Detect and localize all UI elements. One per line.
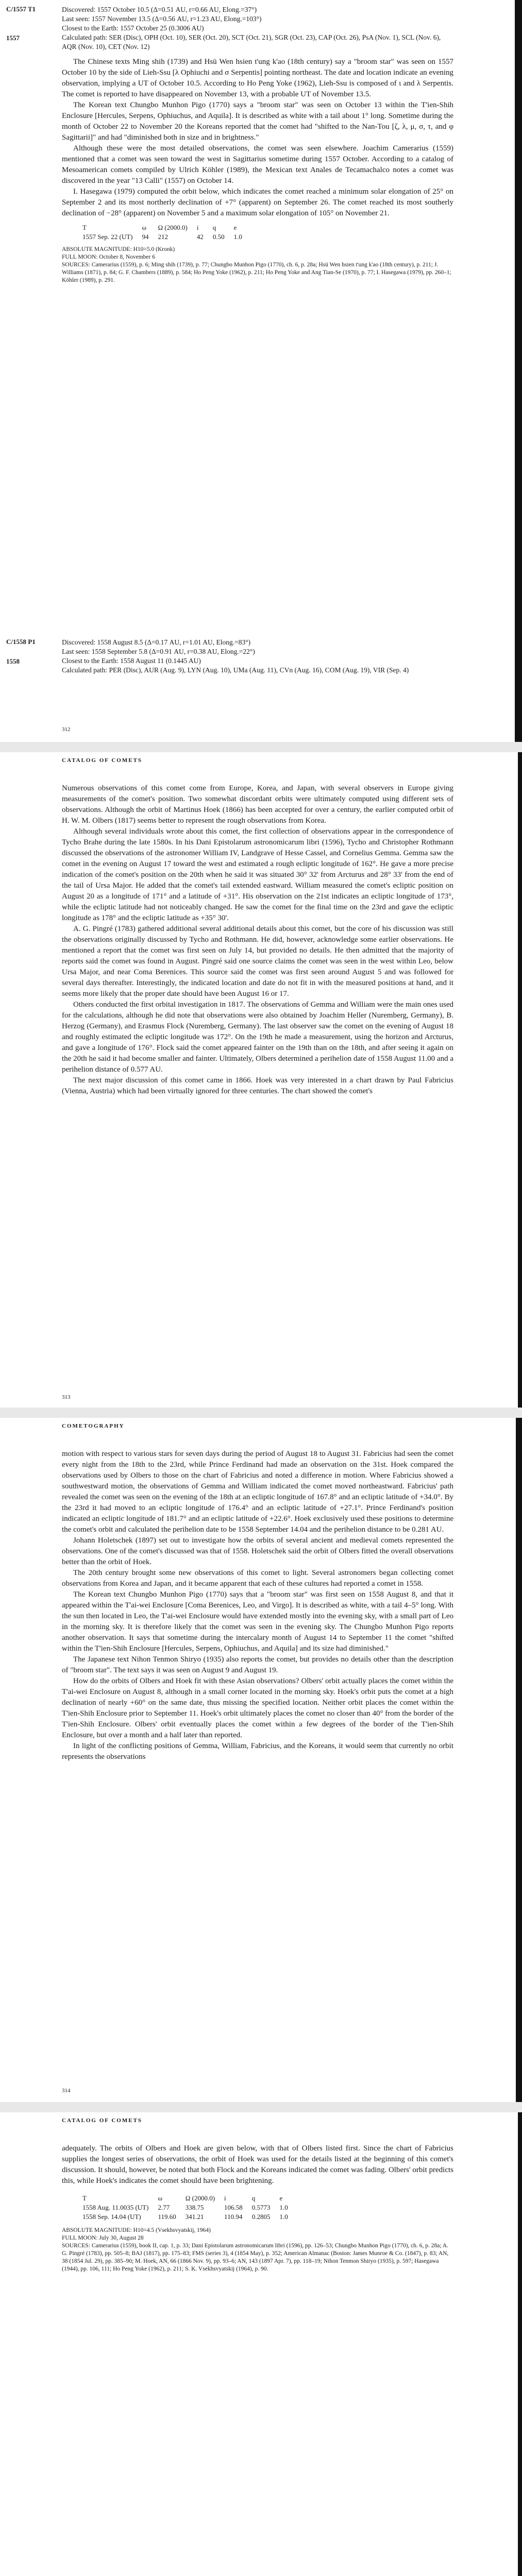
orbit-cell: 94 [142,233,149,241]
orbit-row [82,232,251,242]
orbit-header: e [279,2194,283,2202]
scan-edge [518,752,522,1408]
orbit-cell: 2.77 [158,2204,170,2211]
orbit-cell: 1557 Sep. 22 (UT) [82,233,133,241]
orbit-header: i [224,2194,226,2202]
paragraph: In light of the conflicting positions of Gemma, William, Fabricius, and the Koreans, it would seem that currently no orbit represents the observations [62,1742,453,1761]
entry-line: Last seen: 1558 September 5.8 (Δ=0.91 AU, r=0.38 AU, Elong.=22°) [62,648,255,655]
orbit-header: ω [142,224,147,231]
page-gap [0,2102,522,2112]
orbit-header: T [82,224,87,231]
orbit-cell: 1.0 [279,2213,288,2221]
page-4 [0,2112,522,2576]
comet-1558-text [62,783,453,1097]
entry-line: Last seen: 1557 November 13.5 (Δ=0.56 AU, r=1.23 AU, Elong.=103°) [62,15,262,23]
note-line: SOURCES: Camerarius (1559), p. 6; Ming shih (1739), p. 77; Chungbo Munhon Pigo (1770), ch. 6, p. 28a; Hsü Wen hsien t'ung k'ao (18th century), p. 211; J. Williams (1871), p. 84; G. F. Chambers (1889), p. 584; Ho Peng Yoke (1962), p. 211; Ho Peng Yoke and Ang Tian-Se (1970), p. 77; I. Hasegawa (1979), pp. 260–1; Köhler (1989), p. 291. [62,262,451,283]
orbit-header: ω [158,2194,162,2202]
page-number: 312 [62,726,71,733]
orbit-cell: 0.2805 [251,2213,271,2221]
orbit-cell: 119.60 [158,2213,176,2221]
page-3 [0,1418,522,2102]
comet-1558-entry [62,638,453,675]
comet-1557-entry [62,5,453,284]
page-1 [0,0,522,742]
note-line: FULL MOON: October 8, November 6 [62,254,155,260]
orbit-cell: 341.21 [185,2213,204,2221]
designation-label: C/1558 P1 [6,638,36,646]
comet-designation [6,638,58,666]
orbit-table [82,2194,297,2222]
orbit-cell: 1558 Sep. 14.04 (UT) [82,2213,141,2221]
comet-1557-notes [62,246,453,284]
running-head: CATALOG OF COMETS [62,757,143,764]
note-line: FULL MOON: July 30, August 28 [62,2235,144,2241]
paragraph: Although several individuals wrote about this comet, the first collection of observations appear in the correspondence of Tycho Brahe during the late 1580s. In his Dani Epistolarum astronomicarum libri (1596), Tycho and Christopher Rothmann discussed the observations of the astronomer William IV, Landgrave of Hesse Cassel, and Cornelius Gemma. Gemma saw the comet in the evening on August 17 toward the west and estimated a rough ecliptic longitude of 162°. He gave a more precise indication of the comet's position on the 20th when he said it was situated 30° 32' from Arcturus and 28° 33' from the end of the tail of Ursa Major. He added that the comet's tail extended eastward. William measured the comet's ecliptic position on August 20 as a longitude of 171° and a latitude of +31°. His observation on the 21st indicates an ecliptic longitude of 173°, while the ecliptic latitude had not noticeably changed. He saw the comet for the final time on the 23rd and gave the ecliptic longitude as 178° and the ecliptic latitude as +35° 30'. [62,827,453,922]
scan-edge [518,2112,522,2576]
designation-label: C/1557 T1 [6,5,36,13]
paragraph: Others conducted the first orbital investigation in 1817. The observations of Gemma and William were the main ones used for the calculations, although he did note that observations were also obtained by Joachim Heller (Nuremberg, Germany), B. Herzog (Germany), and Erasmus Flock (Nuremberg, Germany). The last observer saw the comet on the evening of August 18 and roughly estimated the ecliptic longitude was 172°. On the 19th he made a measurement, using the horizon and Arcturus, and gave a longitude of 176°. Flock said the comet appeared fainter on the 19th than on the 18th, and after seeing it again on the 20th he said it had become smaller and fainter. Ultimately, Olbers determined a perihelion date of 1558 August 11.00 and a perihelion distance of 0.577 AU. [62,1001,453,1074]
note-line: ABSOLUTE MAGNITUDE: H10=4.5 (Vsekhsvyatskij, 1964) [62,2227,211,2233]
paragraph: Although these were the most detailed observations, the comet was seen elsewhere. Joachim Camerarius (1559) mentioned that a comet was seen toward the west in Sagittarius sometime during 1557 October. According to a catalog of Mesoamerican comets compiled by Ulrich Köhler (1989), the Mexican text Anales de Tecamachalco notes a comet was discovered in the year "13 Calli" (1557) on October 14. [62,144,453,185]
orbit-cell: 106.58 [224,2204,243,2211]
orbit-header: Ω (2000.0) [185,2194,215,2202]
designation-year: 1558 [6,657,20,665]
entry-line: Closest to the Earth: 1557 October 25 (0.3006 AU) [62,24,204,32]
paragraph: motion with respect to various stars for seven days during the period of August 18 to August 31. Fabricius had seen the comet every night from the 18th to the 23rd, while Prince Ferdinand had made an observation on the 31st. Hoek compared the observations used by Olbers to those on the chart of Fabricius and noted a difference in motion. Where Fabricius showed a southwestward motion, the observations of Gemma and William indicated the comet moved northeastward. Fabricius' path revealed the comet was seen on the evening of the 18th at an ecliptic longitude of 167.8° and an ecliptic latitude of +34.0°. By the 23rd it had moved to an ecliptic longitude of 176.4° and an ecliptic latitude of +27.1°. Prince Ferdinand's position indicated an ecliptic longitude of 181.7° and an ecliptic latitude of +22.6°. Hoek exclusively used these positions to determine the comet's orbit and calculated the perihelion date to be 1558 September 14.04 and the perihelion distance to be 0.281 AU. [62,1450,453,1534]
orbit-cell: 1.0 [233,233,242,241]
orbit-cell: 338.75 [185,2204,204,2211]
paragraph: The Korean text Chungbo Munhon Pigo (1770) says a "broom star" was seen on October 13 within the T'ien-Shih Enclosure [Hercules, Serpens, Ophiuchus, and Aquila]. It is described as white with a tail about 1° long. Sometime during the month of October 22 to November 20 the Koreans reported that the comet had "shifted to the Nan-Tou [ζ, λ, μ, σ, τ, and φ Sagittarii]" and had "diminished both in size and in brightness." [62,101,453,142]
entry-line: Calculated path: PER (Disc), AUR (Aug. 9), LYN (Aug. 10), UMa (Aug. 11), CVn (Aug. 16), COM (Aug. 19), VIR (Sep. 4) [62,666,409,674]
paragraph: The Japanese text Nihon Tenmon Shiryo (1935) also reports the comet, but provides no details other than the description of "broom star". The text says it was seen on August 9 and August 19. [62,1655,453,1674]
paragraph: The Chinese texts Ming shih (1739) and Hsü Wen hsien t'ung k'ao (18th century) say a "broom star" was seen on 1557 October 10 by the side of Lieh-Ssu [λ Ophiuchi and σ Serpentis] pointing northeast. The date and location indicate an evening observation, implying a UT of October 10.5. According to Ho Peng Yoke (1962), Lieh-Ssu is composed of ι and λ Serpentis. The comet is reported to have disappeared on November 13, with a probable UT of November 13.5. [62,58,453,98]
orbit-cell: 110.94 [224,2213,243,2221]
page-2 [0,752,522,1408]
designation-year: 1557 [6,34,20,42]
paragraph: The Korean text Chungbo Munhon Pigo (1770) says that a "broom star" was first seen on 1558 August 8, and that it appeared within the T'ai-wei Enclosure [Coma Berenices, Leo, and Virgo]. It is described as white, with a tail 4–5° long. With the sun then located in Leo, the T'ai-wei Enclosure would have extended mostly into the evening sky, with a small part of Leo in the morning sky. It is therefore likely that the comet was seen in the evening sky. The Chungbo Munhon Pigo reports another observation. It says that sometime during the intercalary month of August 14 to September 11 the comet "shifted within the T'ien-Shih Enclosure [Hercules, Serpens, Ophiuchus, and Aquila] and its size had diminished." [62,1590,453,1653]
running-head: CATALOG OF COMETS [62,2117,143,2124]
comet-1558-conclusion [62,2143,453,2273]
page-number: 313 [62,1394,71,1400]
orbit-header: T [82,2194,87,2202]
paragraph: The 20th century brought some new observations of this comet to light. Several astronomers began collecting comet observations from Korea and Japan, and it became apparent that each of these cultures had reported a comet in 1558. [62,1569,453,1588]
orbit-header: q [212,224,216,231]
scan-edge [515,0,522,742]
comet-1558-header [62,638,453,675]
comet-1558-notes [62,2227,453,2273]
paragraph: The next major discussion of this comet came in 1866. Hoek was very interested in a chart drawn by Paul Fabricius (Vienna, Austria) which had been virtually ignored for three centuries. The chart showed the comet's [62,1076,453,1095]
scan-edge [516,1418,522,2102]
page-gap [0,742,522,752]
entry-line: Discovered: 1557 October 10.5 (Δ=0.51 AU, r=0.66 AU, Elong.=37°) [62,6,257,13]
comet-1557-header [62,5,453,52]
comet-designation [6,5,58,42]
orbit-row [82,2203,297,2212]
orbit-cell: 42 [196,233,204,241]
orbit-header: q [251,2194,256,2202]
orbit-cell: 0.50 [212,233,225,241]
entry-line: Closest to the Earth: 1558 August 11 (0.1445 AU) [62,657,201,665]
page-number: 314 [62,2088,71,2094]
orbit-header: i [196,224,199,231]
note-line: SOURCES: Camerarius (1559), book II, cap. 1, p. 33; Dani Epistolarum astronomicarum libri (1596), pp. 126–53; Chungbo Munhon Pigo (1770), ch. 6, p. 28a; A. G. Pingré (1783), pp. 505–8; BAJ (1817), pp. 175–83; FMS (series 3), 4 (1854 May), p. 352; American Almanac (Boston: James Munroe & Co. (1847), p. 83; AN, 38 (1854 Jul. 29), pp. 385–90; M. Hoek, AN, 66 (1866 Nov. 9), pp. 93–6; AN, 143 (1897 Apr. 7), pp. 118–19; Nihon Tenmon Shiryo (1935), p. 597; Hasegawa (1944), pp. 106, 111; Ho Peng Yoke (1962), p. 211; S. K. Vsekhsvyatskij (1964), p. 90. [62,2243,449,2272]
paragraph: How do the orbits of Olbers and Hoek fit with these Asian observations? Olbers' orbit actually places the comet within the T'ai-wei Enclosure on August 8, although in a small corner located in the morning sky. Hoek's orbit puts the comet at a high declination of nearly +60° on the same date, thus missing the specified location. Neither orbit places the comet within the T'ien-Shih Enclosure prior to September 11. Hoek's orbit ultimately places the comet no closer than 40° from the border of the T'ien-Shih Enclosure. Olbers' orbit eventually places the comet within a few degrees of the border of the T'ien-Shih Enclosure, but over a month and a half later than reported. [62,1677,453,1739]
comet-1557-text [62,57,453,219]
orbit-cell: 1.0 [279,2204,288,2211]
paragraph: I. Hasegawa (1979) computed the orbit below, which indicates the comet reached a minimum solar elongation of 25° on September 2 and its most northerly declination of +7° (apparent) on September 26. The comet reached its most southerly declination of −28° (apparent) on November 5 and a maximum solar elongation of 105° on November 21. [62,188,453,217]
entry-line: Calculated path: SER (Disc), OPH (Oct. 10), SER (Oct. 20), SCT (Oct. 21), SGR (Oct. 23), CAP (Oct. 26), PsA (Nov. 1), SCL (Nov. 6), AQR (Nov. 10), CET (Nov. 12) [62,33,441,50]
paragraph: adequately. The orbits of Olbers and Hoek are given below, with that of Olbers listed first. Since the chart of Fabricius supplies the longest series of observations, the orbit of Hoek was used for the details listed at the beginning of this comet's discussion. It should, however, be noted that both Flock and the Koreans indicated the comet was fading. Olbers' orbit predicts this, while Hoek's indicates the comet should have been brightening. [62,2144,453,2185]
orbit-header: e [233,224,237,231]
paragraph: A. G. Pingré (1783) gathered additional several additional details about this comet, but the core of his discussion was still the observations originally discussed by Tycho and Rothmann. He did, however, acknowledge some earlier observations. He mentioned a report that the comet was first seen on July 14, but provided no details. He then admitted that the majority of reports said the comet was found in August. Pingré said one source claims the comet was seen in the west within Leo, below Ursa Major, and near Coma Berenices. This source said the comet was first seen around August 5 and was followed for several days thereafter. Interestingly, the indicated location and date do not fit in with the measured positions at hand, and it seems more likely that the proper date should have been August 16 or 17. [62,925,453,998]
orbit-cell: 212 [158,233,168,241]
orbit-table [82,223,251,242]
paragraph: Numerous observations of this comet come from Europe, Korea, and Japan, with several observers in Europe giving measurements of the comet's position. Two somewhat discordant orbits were ultimately computed using different sets of observations. Although the orbit of Martinus Hoek (1866) has been accepted for over a century, the earlier computed orbit of H. W. M. Olbers (1817) seems better to represent the rough observations from Korea. [62,784,453,825]
entry-line: Discovered: 1558 August 8.5 (Δ=0.17 AU, r=1.01 AU, Elong.=83°) [62,638,251,646]
orbit-cell: 0.5773 [251,2204,271,2211]
orbit-row [82,2212,297,2222]
orbit-cell: 1558 Aug. 11.0035 (UT) [82,2204,149,2211]
page-gap [0,1408,522,1418]
running-head: COMETOGRAPHY [62,1423,125,1429]
note-line: ABSOLUTE MAGNITUDE: H10=5.0 (Kronk) [62,246,175,252]
orbit-header: Ω (2000.0) [158,224,188,231]
comet-1558-text-continued [62,1449,453,1762]
paragraph: Johann Holetschek (1897) set out to investigate how the orbits of several ancient and medieval comets represented the observations. One of the comet's discussed was that of 1558. Holetschek said the orbit of Olbers fitted the overall observations better than the orbit of Hoek. [62,1536,453,1566]
